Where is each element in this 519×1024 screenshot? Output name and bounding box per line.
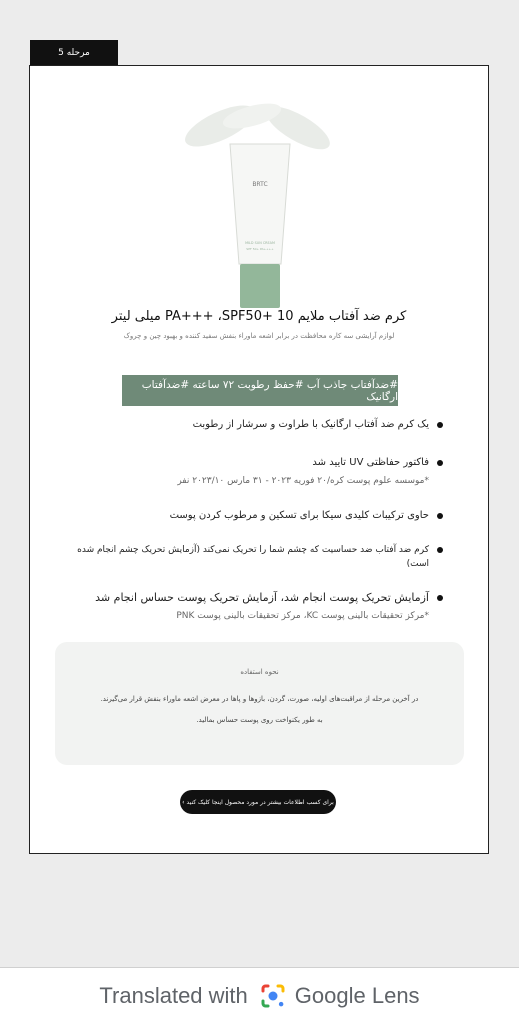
feature-text: حاوی ترکیبات کلیدی سیکا برای تسکین و مرطوب کردن پوست [169, 510, 429, 521]
feature-item [63, 456, 443, 488]
how-to-use-text: در آخرین مرحله از مراقبت‌های اولیه، صورت، گردن، بازوها و پاها در معرض اشعه ماوراء بنفش قرار می‌گیرند. [100, 695, 419, 703]
feature-text: آزمایش تحریک پوست انجام شد، آزمایش تحریک پوست حساس انجام شد [95, 591, 429, 604]
hashtag-banner: #ضدآفتاب جاذب آب #حفظ رطوبت ۷۲ ساعته #ضدآفتاب ارگانیک [122, 375, 398, 406]
tube-body [230, 144, 290, 264]
bullet-icon [437, 422, 443, 428]
product-image [180, 86, 340, 316]
product-card [29, 65, 489, 854]
feature-text: یک کرم ضد آفتاب ارگانیک با طراوت و سرشار از رطوبت [192, 419, 429, 430]
feature-item [63, 591, 443, 623]
feature-item [63, 543, 443, 571]
how-to-use-box [55, 642, 464, 765]
feature-text: فاکتور حفاظتی UV تایید شد [312, 457, 429, 468]
feature-item [63, 418, 443, 432]
tube-text: MILD SUN CREAM [245, 241, 275, 245]
feature-item [63, 509, 443, 523]
tube-brand: BRTC [252, 181, 268, 188]
feature-text: کرم ضد آفتاب ضد حساسیت که چشم شما را تحریک نمی‌کند (آزمایش تحریک چشم انجام شده است) [77, 545, 429, 569]
how-to-use-text: به طور یکنواخت روی پوست حساس بمالید. [196, 716, 323, 724]
bullet-icon [437, 513, 443, 519]
google-lens-footer [0, 968, 519, 1024]
step-label: مرحله 5 [58, 48, 90, 58]
footer-suffix: Google Lens [294, 983, 420, 1008]
tube-cap [240, 264, 280, 308]
bullet-icon [437, 595, 443, 601]
feature-note: *مرکز تحقیقات بالینی پوست KC، مرکز تحقیقات بالینی پوست PNK [176, 611, 429, 621]
how-to-use-title: نحوه استفاده [240, 668, 279, 676]
feature-list [63, 418, 443, 623]
more-info-button[interactable]: برای کسب اطلاعات بیشتر در مورد محصول اینجا کلیک کنید › [180, 790, 336, 814]
bullet-icon [437, 460, 443, 466]
tube-text: SPF 50+ PA++++ [246, 247, 274, 251]
product-subtitle: لوازم آرایشی سه کاره محافظت در برابر اشعه ماوراء بنفش سفید کننده و بهبود چین و چروک [123, 332, 395, 340]
feature-note: *موسسه علوم پوست کره/۲۰ فوریه ۲۰۲۳ - ۳۱ مارس ۲۰۲۳/۱۰ نفر [177, 476, 429, 486]
step-tab [30, 40, 118, 66]
bullet-icon [437, 547, 443, 553]
product-title: کرم ضد آفتاب ملایم 10 +PA+++ ،SPF50 میلی لیتر [111, 309, 407, 324]
footer-prefix: Translated with [99, 983, 248, 1008]
google-lens-icon [258, 981, 288, 1011]
